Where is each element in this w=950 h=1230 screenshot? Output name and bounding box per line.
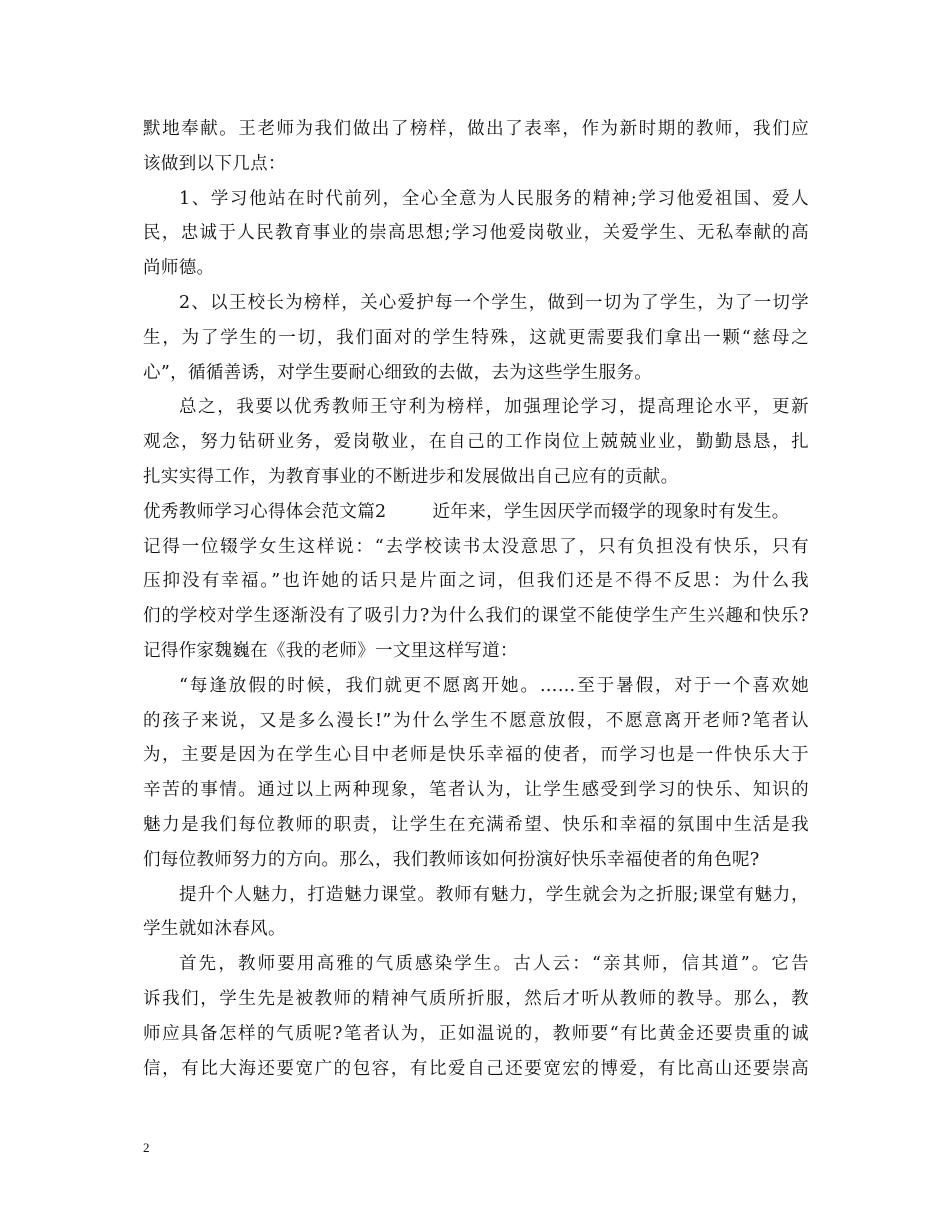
text-line: 们的学校对学生逐渐没有了吸引力?为什么我们的课堂不能使学生产生兴趣和快乐? [143, 606, 809, 627]
text-line: 为，主要是因为在学生心目中老师是快乐幸福的使者，而学习也是一件快乐大于 [143, 745, 809, 766]
text-line: 压抑没有幸福。”也许她的话只是片面之词，但我们还是不得不反思：为什么我 [143, 571, 809, 592]
text-line: 生，为了学生的一切，我们面对的学生特殊，这就更需要我们拿出一颗“慈母之 [143, 327, 809, 348]
text-line: 记得作家魏巍在《我的老师》一文里这样写道： [143, 640, 518, 661]
text-line: 该做到以下几点： [143, 153, 286, 174]
section-heading: 优秀教师学习心得体会范文篇2 [143, 501, 387, 522]
text-line: 学生就如沐春风。 [143, 919, 286, 940]
text-line: 扎实实得工作，为教育事业的不断进步和发展做出自己应有的贡献。 [143, 466, 679, 487]
text-line: 们每位教师努力的方向。那么，我们教师该如何扮演好快乐幸福使者的角色呢? [143, 849, 760, 870]
text-line: 默地奉献。王老师为我们做出了榜样，做出了表率，作为新时期的教师，我们应 [143, 119, 809, 139]
text-line: 总之，我要以优秀教师王守利为榜样，加强理论学习，提高理论水平，更新 [179, 397, 809, 418]
text-line: 记得一位辍学女生这样说：“去学校读书太没意思了，只有负担没有快乐，只有 [143, 536, 809, 557]
text-line: 辛苦的事情。通过以上两种现象，笔者认为，让学生感受到学习的快乐、知识的 [143, 780, 809, 801]
section-heading-line [143, 495, 809, 530]
text-line: 观念，努力钻研业务，爱岗敬业，在自己的工作岗位上兢兢业业，勤勤恳恳，扎 [143, 432, 809, 453]
text-line: 心”，循循善诱，对学生要耐心细致的去做，去为这些学生服务。 [143, 362, 653, 383]
text-line: 提升个人魅力，打造魅力课堂。教师有魅力，学生就会为之折服;课堂有魅力， [179, 884, 809, 905]
text-line: 魅力是我们每位教师的职责，让学生在充满希望、快乐和幸福的氛围中生活是我 [143, 814, 809, 835]
text-line: 民，忠诚于人民教育事业的崇高思想;学习他爱岗敬业，关爱学生、无私奉献的高 [143, 223, 809, 244]
text-line: “每逢放假的时候，我们就更不愿离开她。……至于暑假，对于一个喜欢她 [179, 675, 809, 696]
text-line: 1、学习他站在时代前列，全心全意为人民服务的精神;学习他爱祖国、爱人 [179, 188, 809, 209]
text-line: 的孩子来说，又是多么漫长!”为什么学生不愿意放假，不愿意离开老师?笔者认 [143, 710, 809, 731]
document-body [143, 112, 809, 1086]
text-line: 尚师德。 [143, 258, 215, 279]
text-line: 师应具备怎样的气质呢?笔者认为，正如温说的，教师要“有比黄金还要贵重的诚 [143, 1023, 809, 1044]
page-number: 2 [143, 1140, 150, 1155]
text-line: 近年来，学生因厌学而辍学的现象时有发生。 [432, 501, 790, 522]
text-line: 2、以王校长为榜样，关心爱护每一个学生，做到一切为了学生，为了一切学 [179, 292, 809, 313]
text-line: 首先，教师要用高雅的气质感染学生。古人云：“亲其师，信其道”。它告 [179, 954, 809, 975]
text-line: 信，有比大海还要宽广的包容，有比爱自己还要宽宏的博爱，有比高山还要崇高 [143, 1058, 809, 1079]
text-line: 诉我们，学生先是被教师的精神气质所折服，然后才听从教师的教导。那么，教 [143, 988, 809, 1009]
